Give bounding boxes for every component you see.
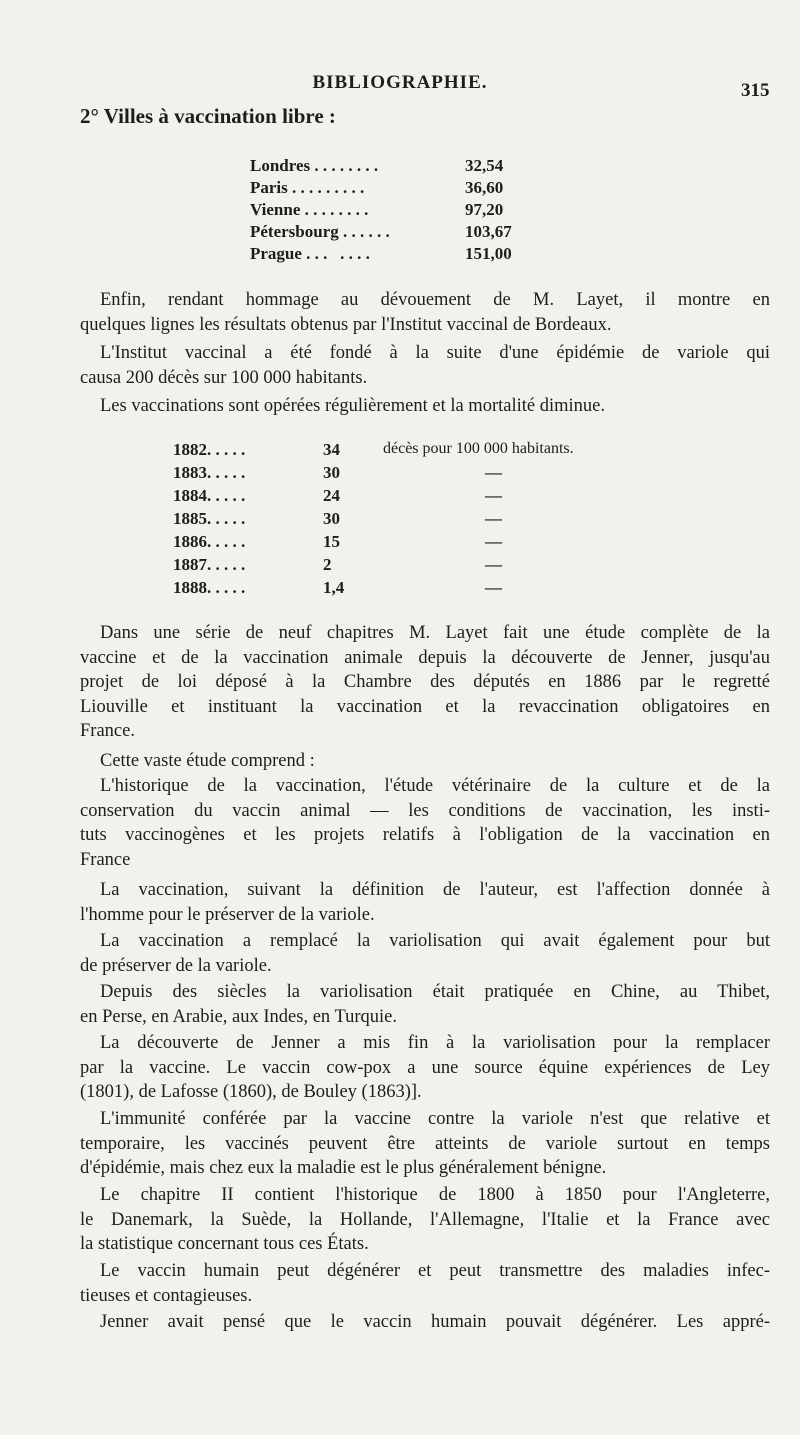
text-line: La vaccination, suivant la définition de l'auteur, est l'affection donnée à bbox=[100, 880, 770, 900]
paragraph-nine-chapters bbox=[80, 621, 770, 744]
running-head: BIBLIOGRAPHIE. bbox=[312, 72, 488, 93]
paragraph-definition bbox=[80, 878, 770, 927]
text-line: conservation du vaccin animal — les conditions de vaccination, les insti- bbox=[80, 800, 770, 821]
text-line: quelques lignes les résultats obtenus par l'Institut vaccinal de Bordeaux. bbox=[80, 314, 612, 335]
city-name: Paris . . . . . . . . . bbox=[250, 178, 365, 197]
table-row bbox=[173, 440, 633, 463]
paragraph-chapter-two bbox=[80, 1183, 770, 1257]
year-label: 1885. . . . . bbox=[173, 509, 246, 528]
paragraph-historique bbox=[80, 774, 770, 872]
text-line: (1801), de Lafosse (1860), de Bouley (1863)]. bbox=[80, 1082, 422, 1102]
text-line: Liouville et instituant la vaccination et la revaccination obligatoires en bbox=[80, 696, 770, 717]
mortality-unit-note: décès pour 100 000 habitants. bbox=[383, 440, 574, 457]
table-row bbox=[173, 486, 633, 509]
text-line: Le chapitre II contient l'historique de 1800 à 1850 pour l'Angleterre, bbox=[100, 1185, 770, 1205]
table-row bbox=[173, 555, 633, 578]
text-line: l'homme pour le préserver de la variole. bbox=[80, 904, 375, 925]
city-value: 151,00 bbox=[465, 244, 512, 263]
city-name: Pétersbourg . . . . . . bbox=[250, 222, 390, 241]
year-label: 1888. . . . . bbox=[173, 578, 246, 597]
year-label: 1887. . . . . bbox=[173, 555, 246, 574]
paragraph-jenner-thought bbox=[80, 1310, 770, 1335]
paragraph-institut-founding bbox=[80, 341, 770, 390]
text-line: d'épidémie, mais chez eux la maladie est le plus généralement bénigne. bbox=[80, 1158, 607, 1178]
year-value: 1,4 bbox=[323, 578, 345, 597]
text-line: France. bbox=[80, 721, 135, 741]
text-line: vaccine et de la vaccination animale depuis la découverte de Jenner, jusqu'au bbox=[80, 647, 770, 668]
text-line: par la vaccine. Le vaccin cow-pox a une source équine expériences de Ley bbox=[80, 1057, 770, 1078]
table-row bbox=[250, 200, 550, 222]
ditto-mark: — bbox=[485, 509, 502, 528]
city-name: Londres . . . . . . . . bbox=[250, 156, 379, 175]
city-value: 36,60 bbox=[465, 178, 504, 197]
text-line: tieuses et contagieuses. bbox=[80, 1285, 253, 1306]
paragraph-centuries bbox=[80, 980, 770, 1029]
cities-table bbox=[250, 156, 550, 266]
text-line: L'Institut vaccinal a été fondé à la suite d'une épidémie de variole qui bbox=[100, 343, 770, 363]
year-value: 2 bbox=[323, 555, 332, 574]
year-label: 1882. . . . . bbox=[173, 440, 246, 459]
city-value: 103,67 bbox=[465, 222, 512, 241]
ditto-mark: — bbox=[485, 578, 502, 597]
paragraph-study-includes bbox=[80, 749, 770, 774]
text-line: Les vaccinations sont opérées régulièrement et la mortalité diminue. bbox=[100, 396, 605, 416]
year-value: 30 bbox=[323, 463, 340, 482]
text-line: temporaire, les vaccinés peuvent être atteints de variole surtout en temps bbox=[80, 1133, 770, 1154]
text-line: Jenner avait pensé que le vaccin humain pouvait dégénérer. Les appré- bbox=[100, 1312, 770, 1332]
ditto-mark: — bbox=[485, 463, 502, 482]
table-row bbox=[250, 156, 550, 178]
table-row bbox=[173, 463, 633, 486]
text-line: La découverte de Jenner a mis fin à la variolisation pour la remplacer bbox=[100, 1033, 770, 1053]
paragraph-mortality-intro bbox=[80, 394, 770, 419]
text-line: tuts vaccinogènes et les projets relatifs à l'obligation de la vaccination en bbox=[80, 825, 770, 845]
table-row bbox=[173, 509, 633, 532]
text-line: causa 200 décès sur 100 000 habitants. bbox=[80, 367, 368, 388]
city-name: Vienne . . . . . . . . bbox=[250, 200, 369, 219]
paragraph-jenner-discovery bbox=[80, 1031, 770, 1105]
city-value: 32,54 bbox=[465, 156, 504, 175]
ditto-mark: — bbox=[485, 555, 502, 574]
table-row bbox=[250, 178, 550, 200]
text-line: Cette vaste étude comprend : bbox=[100, 751, 315, 771]
table-row bbox=[173, 532, 633, 555]
text-line: Dans une série de neuf chapitres M. Layet fait une étude complète de la bbox=[100, 623, 770, 643]
text-line: L'immunité conférée par la vaccine contre la variole n'est que relative et bbox=[100, 1109, 770, 1129]
text-line: de préserver de la variole. bbox=[80, 955, 272, 976]
table-row bbox=[250, 244, 550, 266]
mortality-table bbox=[173, 440, 633, 601]
ditto-mark: — bbox=[485, 532, 502, 551]
paragraph-variolisation bbox=[80, 929, 770, 978]
text-line: projet de loi déposé à la Chambre des députés en 1886 par le regretté bbox=[80, 672, 770, 692]
text-line: Enfin, rendant hommage au dévouement de M. Layet, il montre en bbox=[100, 290, 770, 310]
paragraph-human-vaccine bbox=[80, 1259, 770, 1308]
year-label: 1883. . . . . bbox=[173, 463, 246, 482]
city-name: Prague . . . . . . . bbox=[250, 244, 370, 263]
ditto-mark: — bbox=[485, 486, 502, 505]
text-line: la statistique concernant tous ces États. bbox=[80, 1234, 369, 1254]
paragraph-immunity bbox=[80, 1107, 770, 1181]
year-label: 1884. . . . . bbox=[173, 486, 246, 505]
text-line: L'historique de la vaccination, l'étude vétérinaire de la culture et de la bbox=[100, 776, 770, 796]
year-value: 30 bbox=[323, 509, 340, 528]
section-heading: 2° Villes à vaccination libre : bbox=[80, 104, 336, 128]
table-row bbox=[250, 222, 550, 244]
text-line: La vaccination a remplacé la variolisation qui avait également pour but bbox=[100, 931, 770, 951]
text-line: le Danemark, la Suède, la Hollande, l'Allemagne, l'Italie et la France avec bbox=[80, 1209, 770, 1230]
city-value: 97,20 bbox=[465, 200, 504, 219]
year-value: 24 bbox=[323, 486, 340, 505]
text-line: France bbox=[80, 849, 131, 870]
year-value: 34 bbox=[323, 440, 340, 459]
text-line: en Perse, en Arabie, aux Indes, en Turquie. bbox=[80, 1006, 398, 1027]
text-line: Le vaccin humain peut dégénérer et peut transmettre des maladies infec- bbox=[100, 1261, 770, 1281]
paragraph-layet-homage bbox=[80, 288, 770, 337]
page-number: 315 bbox=[741, 80, 770, 101]
year-value: 15 bbox=[323, 532, 340, 551]
text-line: Depuis des siècles la variolisation était pratiquée en Chine, au Thibet, bbox=[100, 982, 770, 1002]
table-row bbox=[173, 578, 633, 601]
year-label: 1886. . . . . bbox=[173, 532, 246, 551]
